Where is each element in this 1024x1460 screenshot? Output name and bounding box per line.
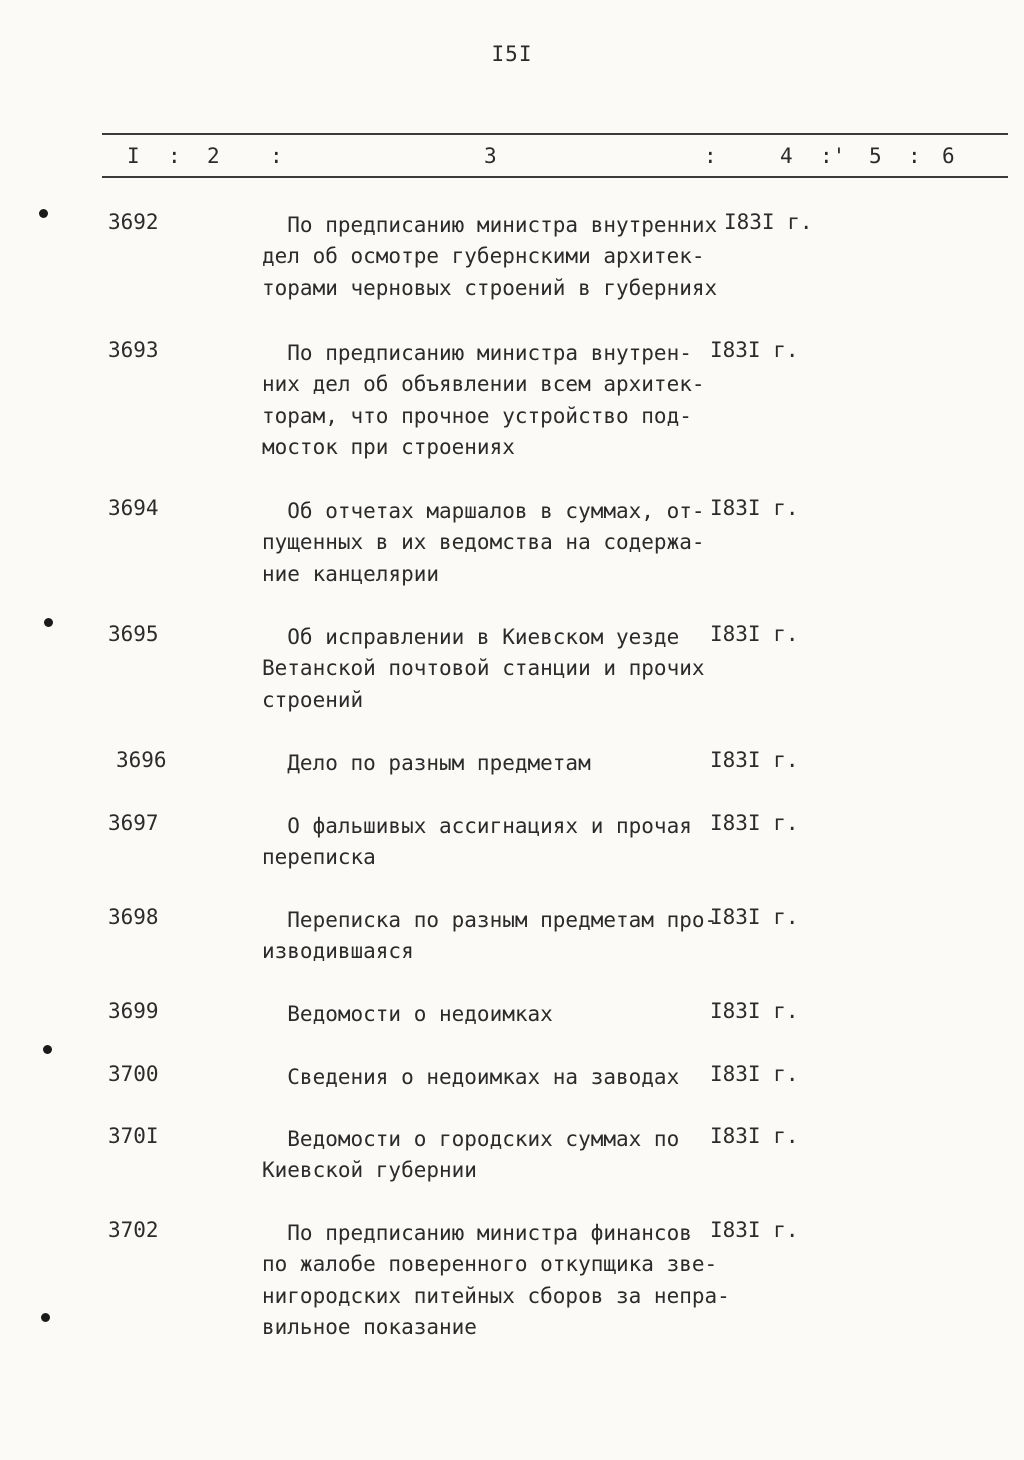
record-date: I83I г. <box>710 1124 799 1148</box>
record-number: 3693 <box>108 338 159 362</box>
header-top-rule <box>102 133 1008 135</box>
punch-hole-mark <box>39 209 48 218</box>
punch-hole-mark <box>44 618 53 627</box>
record-title: Об отчетах маршалов в суммах, от- пущенных в их ведомства на содержа- ние канцелярии <box>262 499 705 586</box>
column-header-5: 5 <box>869 144 882 168</box>
record-date: I83I г. <box>710 811 799 835</box>
record-number: 3698 <box>108 905 159 929</box>
record-date: I83I г. <box>724 210 813 234</box>
record-title: По предписанию министра внутрен- них дел об объявлении всем архитек- торам, что прочное устройство под- мосток при строениях <box>262 341 705 459</box>
punch-hole-mark <box>43 1045 52 1054</box>
column-separator: : <box>908 144 921 168</box>
header-bottom-rule <box>102 176 1008 178</box>
record-date: I83I г. <box>710 748 799 772</box>
record-number: 3700 <box>108 1062 159 1086</box>
record-date: I83I г. <box>710 622 799 646</box>
record-number: 3702 <box>108 1218 159 1242</box>
record-title: По предписанию министра внутренних дел об осмотре губернскими архитек- торами черновых строений в губерниях <box>262 213 718 300</box>
record-title: Ведомости о недоимках <box>262 1002 553 1026</box>
record-number: 3697 <box>108 811 159 835</box>
record-title: По предписанию министра финансов по жалобе поверенного откупщика зве- нигородских питейных сборов за непра- вильное показание <box>262 1221 730 1339</box>
record-title: Об исправлении в Киевском уезде Ветанской почтовой станции и прочих строений <box>262 625 705 712</box>
record-title: Дело по разным предметам <box>262 751 591 775</box>
record-number: 3696 <box>116 748 167 772</box>
record-title: Сведения о недоимках на заводах <box>262 1065 680 1089</box>
record-number: 370I <box>108 1124 159 1148</box>
punch-hole-mark <box>41 1313 50 1322</box>
column-separator: : <box>270 144 283 168</box>
record-date: I83I г. <box>710 1062 799 1086</box>
record-number: 3692 <box>108 210 159 234</box>
record-date: I83I г. <box>710 999 799 1023</box>
page-number: I5I <box>491 42 533 66</box>
record-title: Ведомости о городских суммах по Киевской губернии <box>262 1127 680 1183</box>
column-separator: : <box>168 144 181 168</box>
column-header-1: I <box>127 144 140 168</box>
column-header-4: 4 <box>780 144 793 168</box>
record-number: 3699 <box>108 999 159 1023</box>
record-date: I83I г. <box>710 496 799 520</box>
record-number: 3695 <box>108 622 159 646</box>
record-title: О фальшивых ассигнациях и прочая переписка <box>262 814 692 870</box>
column-header-2: 2 <box>207 144 220 168</box>
record-title: Переписка по разным предметам про- изводившаяся <box>262 908 718 964</box>
column-separator: : <box>704 144 717 168</box>
column-separator: :' <box>820 144 846 168</box>
column-header-3: 3 <box>484 144 497 168</box>
record-date: I83I г. <box>710 1218 799 1242</box>
record-number: 3694 <box>108 496 159 520</box>
column-header-6: 6 <box>942 144 955 168</box>
record-date: I83I г. <box>710 338 799 362</box>
record-date: I83I г. <box>710 905 799 929</box>
